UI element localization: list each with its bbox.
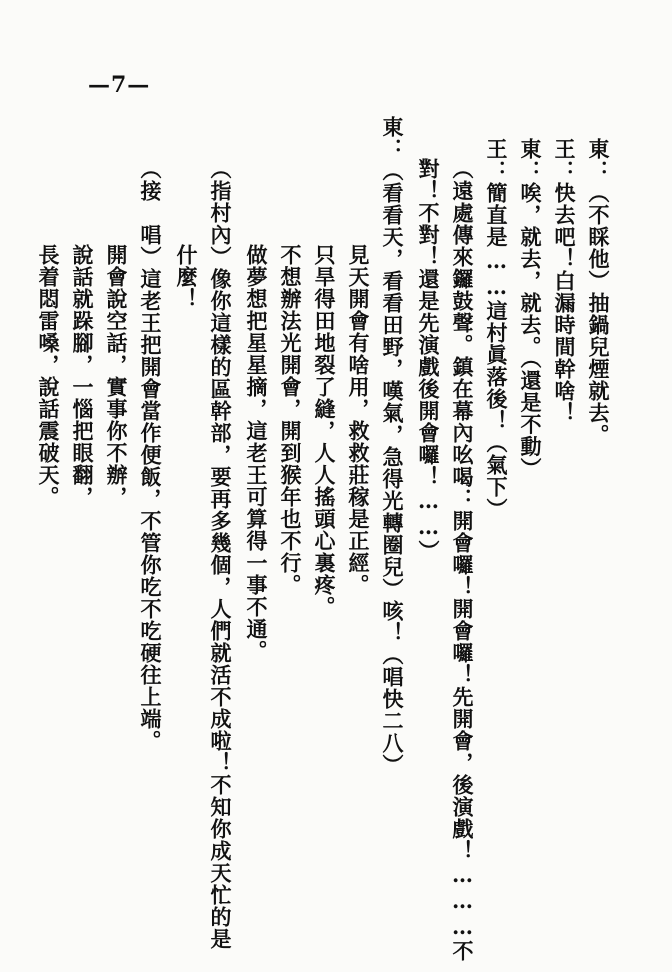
- text-column: 長着悶雷嗓，說話震破天。: [36, 244, 61, 508]
- text-column: （接 唱）這老王把開會當作便飯，不管你吃不吃硬往上端。: [138, 158, 163, 752]
- text-column: 東：（不睬他）抽鍋兒煙就去。: [586, 138, 611, 446]
- text-column: 說話就跺腳，一惱把眼翻，: [70, 244, 95, 508]
- text-column: 見天開會有啥用，救救莊稼是正經。: [346, 244, 371, 596]
- text-column: 東：（看看天，看看田野，嘆氣，急得光轉圈兒）咳！（唱快二八）: [380, 116, 405, 776]
- text-column: （指村內）像你這樣的區幹部，要再多幾個，人們就活不成啦！不知你成天忙的是: [208, 158, 233, 950]
- text-column: 王：簡直是……這村眞落後！（氣下）: [484, 138, 509, 520]
- text-column: 只旱得田地裂了縫，人人搖頭心裏疼。: [312, 244, 337, 618]
- text-column: 對！不對！還是先演戲後開會囉！……）: [416, 158, 441, 562]
- text-column: 開會說空話，實事你不辦，: [104, 244, 129, 508]
- text-column: 東：唉，就去，就去。（還是不動）: [518, 138, 543, 480]
- page-number: —7—: [88, 72, 151, 98]
- text-column: 做夢想把星星摘，這老王可算得一事不通。: [244, 244, 269, 662]
- text-column: 什麼！: [174, 244, 199, 310]
- text-column: （遠處傳來鑼鼓聲。鎮在幕內吆喝：開會囉！開會囉！先開會，後演戲！………不: [450, 158, 475, 962]
- text-column: 不想辦法光開會，開到猴年也不行。: [278, 244, 303, 596]
- text-column: 王：快去吧！白漏時間幹啥！: [552, 138, 577, 424]
